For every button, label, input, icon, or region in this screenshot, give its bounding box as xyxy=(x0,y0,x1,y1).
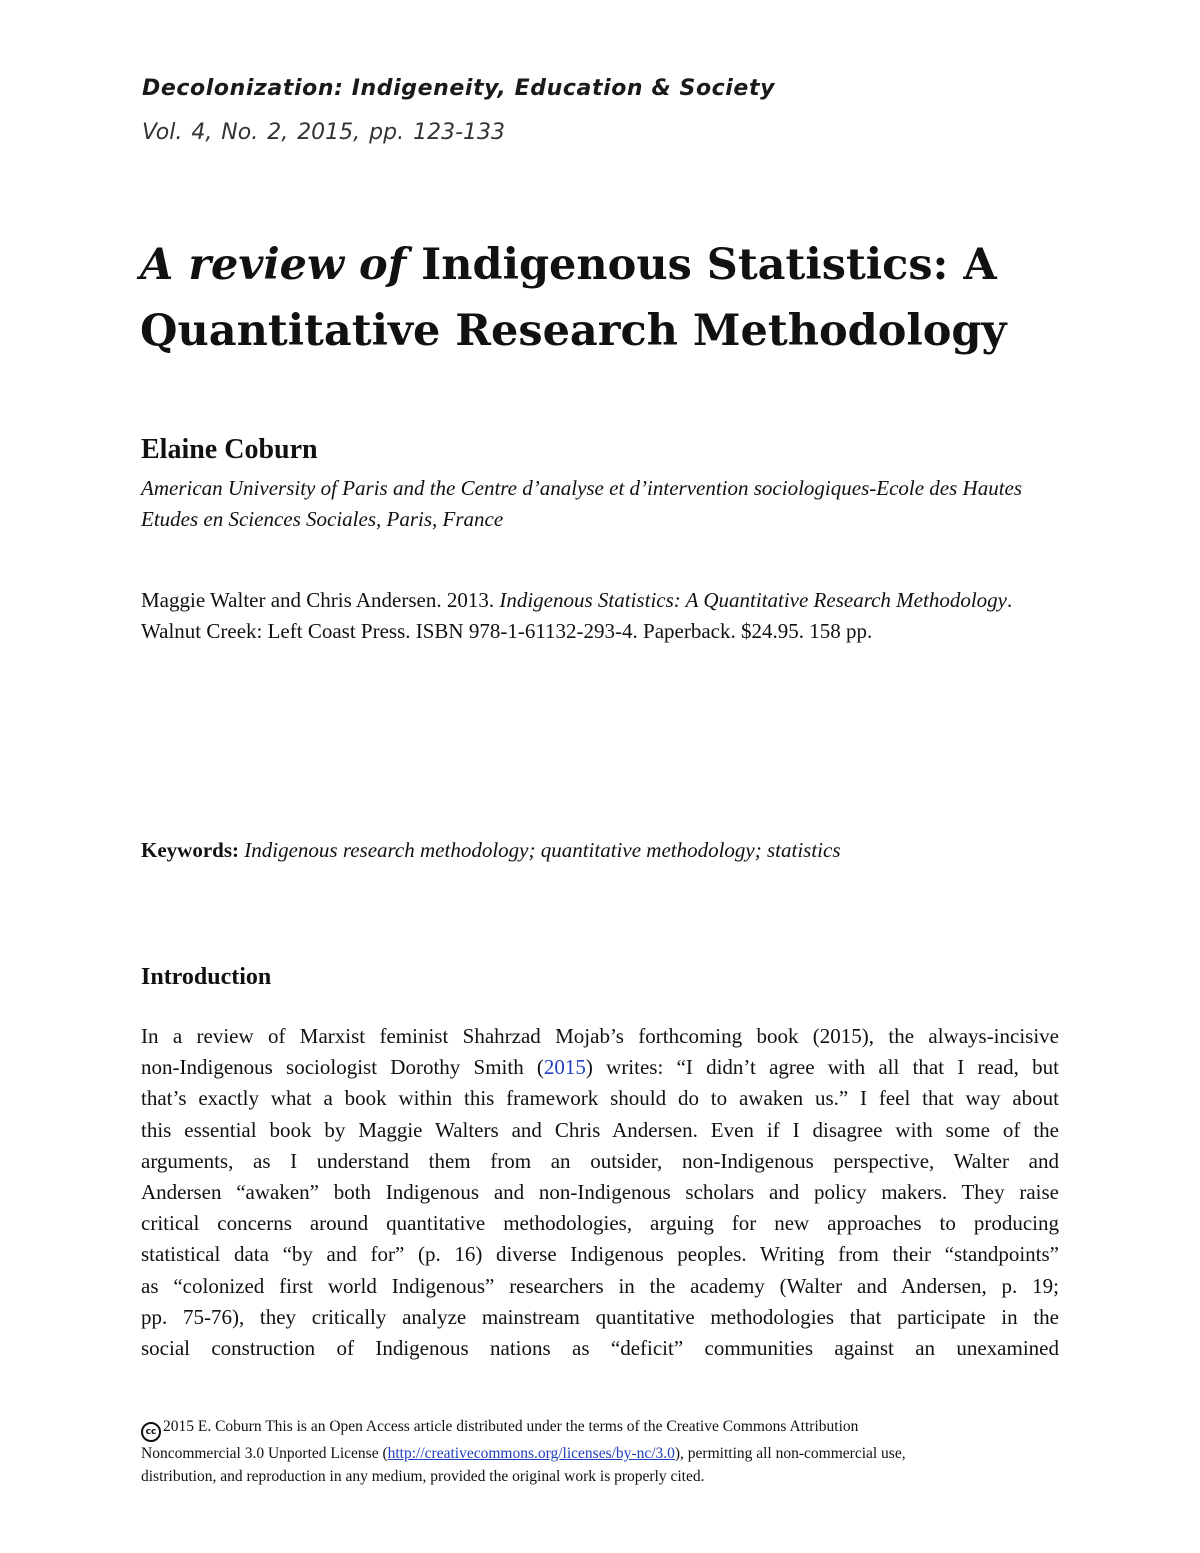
body-line-text: non-Indigenous sociologist Dorothy Smith ( xyxy=(141,1055,544,1080)
author-name: Elaine Coburn xyxy=(141,434,318,465)
body-line: social construction of Indigenous nations as “deficit” communities against an unexamined xyxy=(141,1335,1059,1360)
body-line: In a review of Marxist feminist Shahrzad Mojab’s forthcoming book (2015), the always-incisive xyxy=(141,1024,1059,1048)
section-heading: Introduction xyxy=(141,964,272,990)
citation-link[interactable]: 2015 xyxy=(543,1055,586,1080)
body-line: statistical data “by and for” (p. 16) diverse Indigenous peoples. Writing from their “standpoints” xyxy=(141,1242,1059,1267)
license-link[interactable]: http://creativecommons.org/licenses/by-nc/3.0 xyxy=(387,1445,675,1462)
keywords-text: Indigenous research methodology; quantitative methodology; statistics xyxy=(239,838,841,862)
volume-info: Vol. 4, No. 2, 2015, pp. 123-133 xyxy=(142,120,506,145)
author-affiliation: American University of Paris and the Centre d’analyse et d’intervention sociologiques-Ecole des Hautes Etudes en Sciences Sociales, Paris, France xyxy=(141,476,1023,531)
footer-text: Noncommercial 3.0 Unported License ( xyxy=(141,1445,388,1462)
body-line: that’s exactly what a book within this framework should do to awaken us.” I feel that way about xyxy=(141,1086,1059,1111)
citation-details: . Walnut Creek: Left Coast Press. ISBN 978-1-61132-293-4. Paperback. $24.95. 158 pp. xyxy=(141,588,1013,643)
body-line: arguments, as I understand them from an outsider, non-Indigenous perspective, Walter and xyxy=(141,1148,1059,1173)
body-line: as “colonized first world Indigenous” researchers in the academy (Walter and Andersen, p. 19; xyxy=(141,1273,1059,1298)
footer-line-3: distribution, and reproduction in any medium, provided the original work is properly cited. xyxy=(141,1468,705,1485)
license-footer xyxy=(141,1415,1041,1488)
citation-authors: Maggie Walter and Chris Andersen. 2013. xyxy=(141,588,500,612)
title-main: Indigenous Statistics: A Quantitative Research Methodology xyxy=(140,240,1007,356)
citation-book-title: Indigenous Statistics: A Quantitative Research Methodology xyxy=(499,588,1007,612)
body-line-text: ) writes: “I didn’t agree with all that I read, but xyxy=(585,1055,1059,1080)
footer-line-2 xyxy=(141,1442,1041,1465)
creative-commons-icon: cc xyxy=(141,1422,161,1442)
body-line: this essential book by Maggie Walters and Chris Andersen. Even if I disagree with some of the xyxy=(141,1117,1059,1142)
book-citation xyxy=(141,585,1061,647)
journal-name: Decolonization: Indigeneity, Education & Society xyxy=(142,76,776,101)
body-line: pp. 75-76), they critically analyze mainstream quantitative methodologies that participate in the xyxy=(141,1304,1059,1329)
body-line: critical concerns around quantitative methodologies, arguing for new approaches to producing xyxy=(141,1211,1059,1236)
title-prefix: A review of xyxy=(140,240,407,290)
footer-text: ), permitting all non-commercial use, xyxy=(674,1445,906,1462)
body-line xyxy=(141,1052,1059,1083)
body-line: Andersen “awaken” both Indigenous and non-Indigenous scholars and policy makers. They raise xyxy=(141,1179,1059,1204)
keywords-label: Keywords: xyxy=(141,838,239,862)
body-paragraph xyxy=(141,1021,1059,1364)
copyright-text: 2015 E. Coburn This is an Open Access article distributed under the terms of the Creative Commons Attribution xyxy=(163,1418,859,1435)
footer-line-1 xyxy=(141,1415,1041,1442)
keywords xyxy=(141,835,841,866)
article-title xyxy=(140,232,1060,364)
